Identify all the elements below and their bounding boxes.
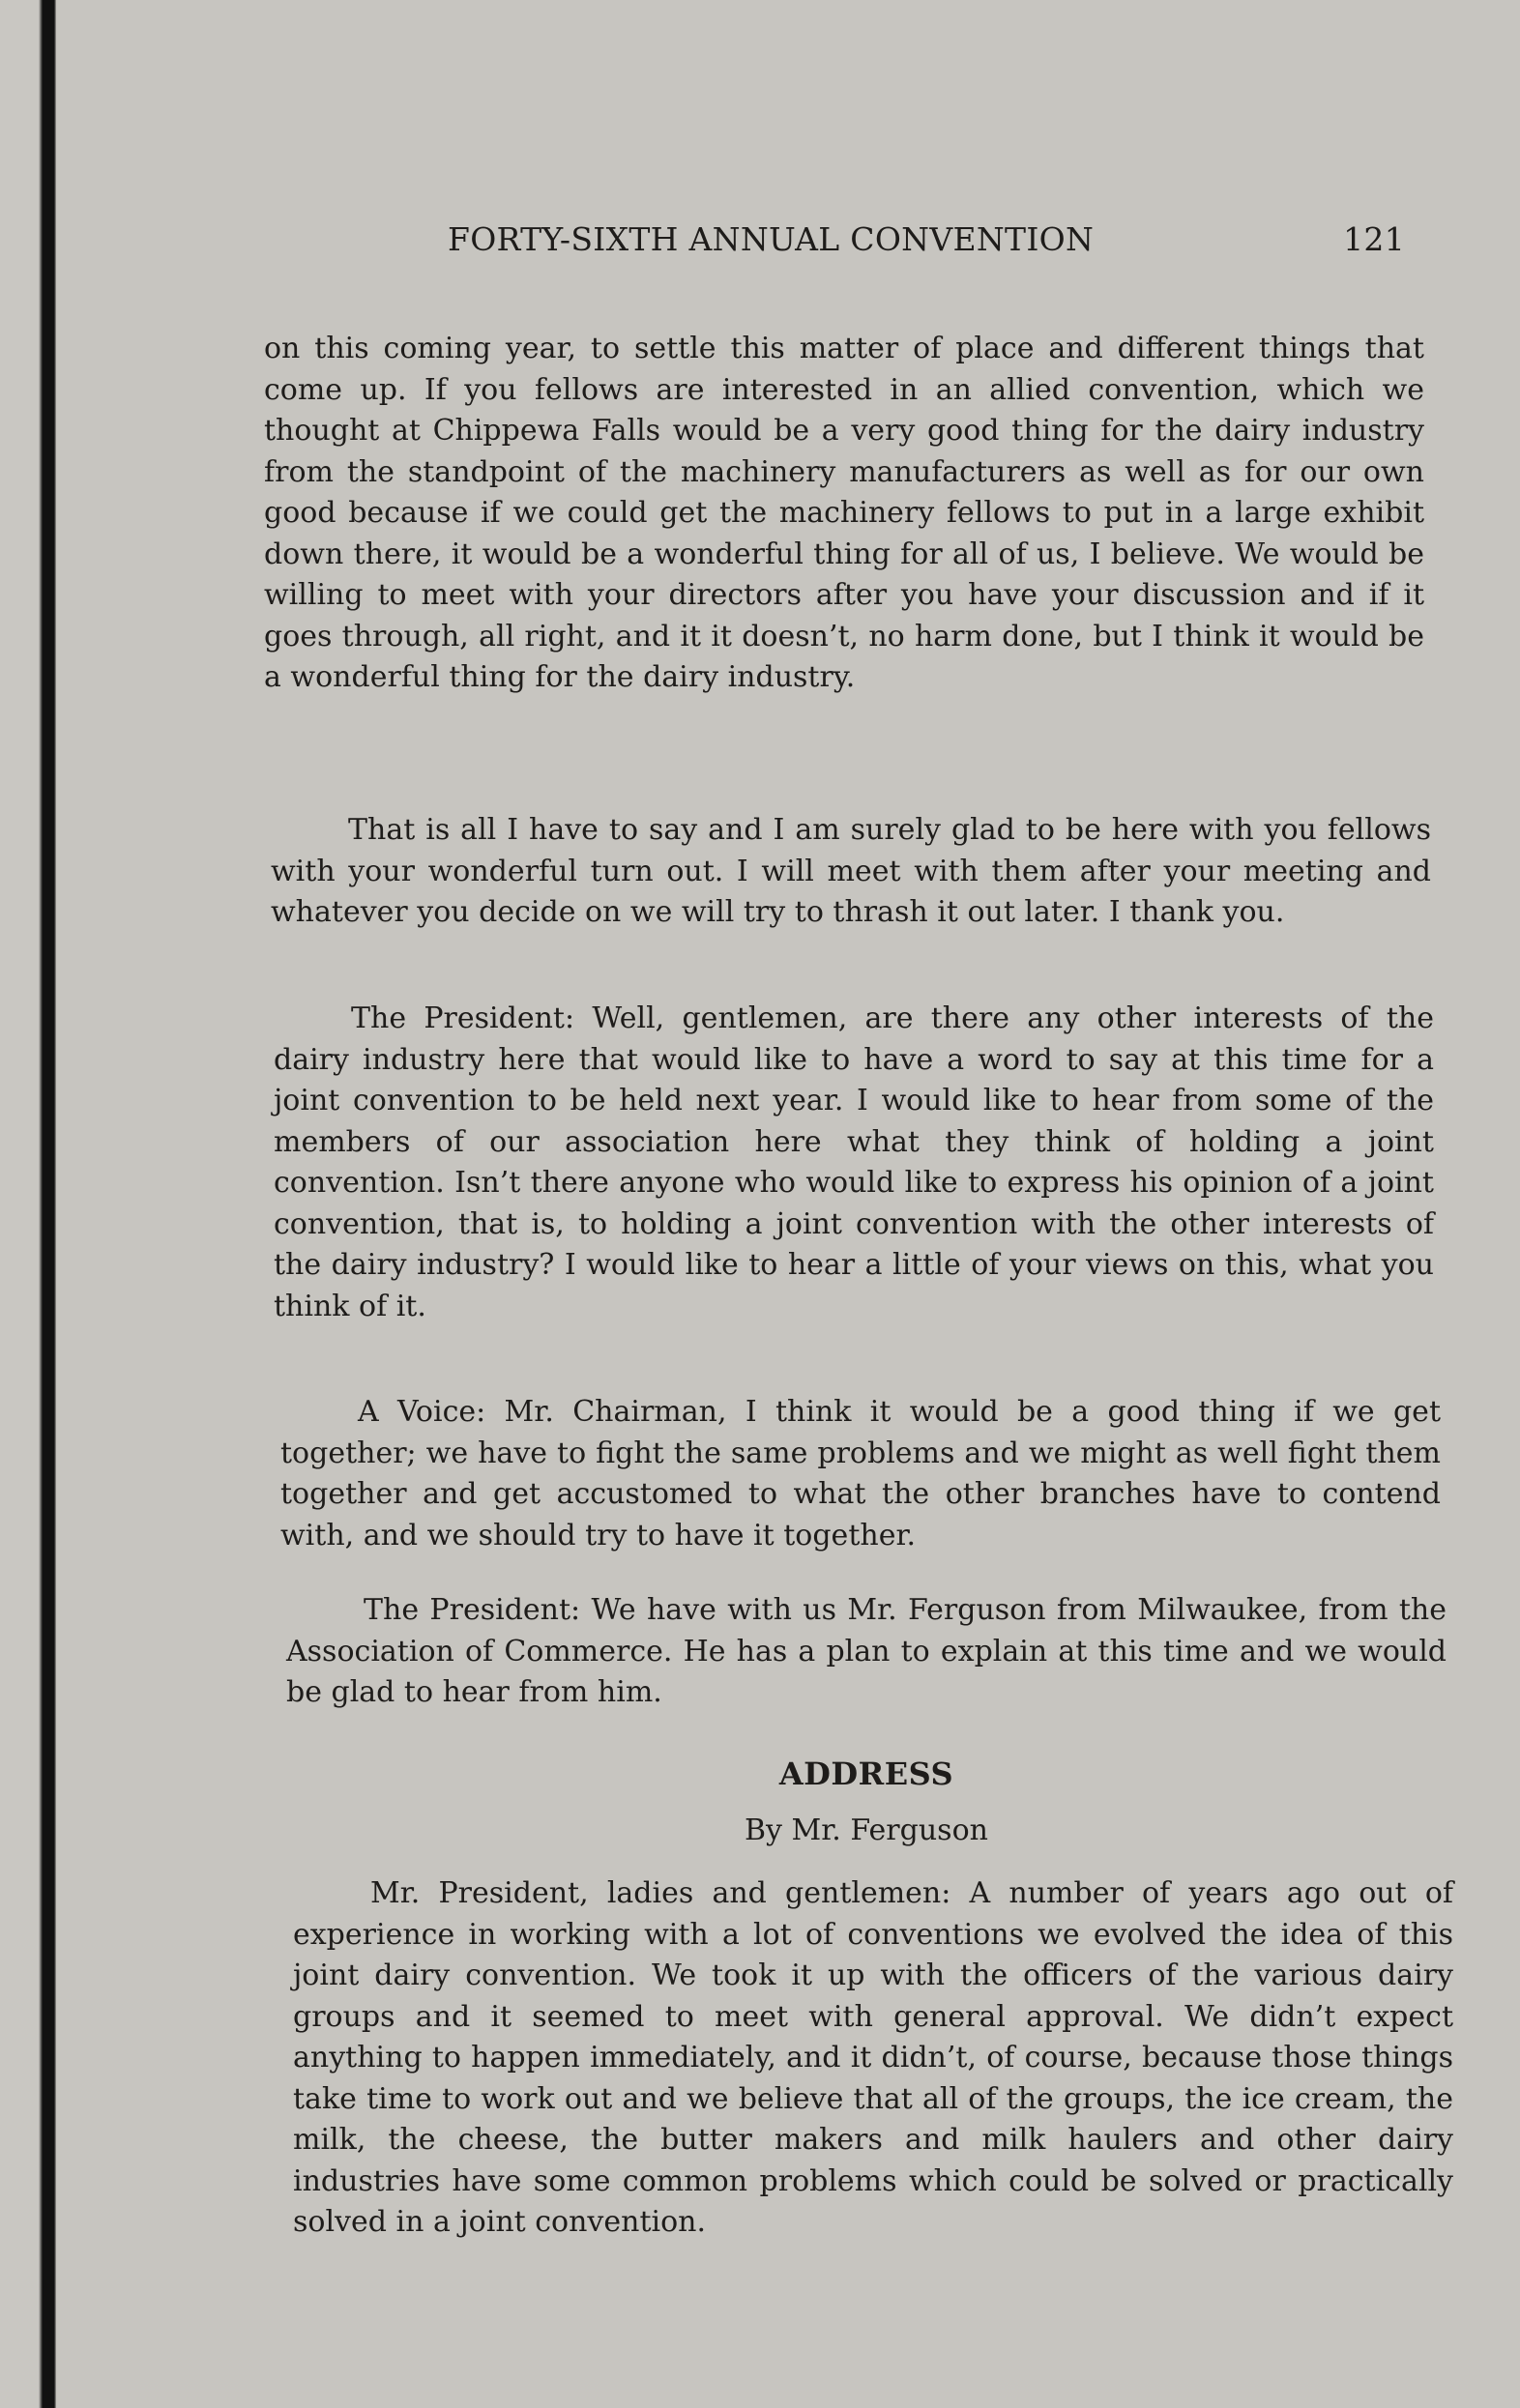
paragraph-continuation: on this coming year, to settle this matter of place and different things that come up. If you fellows are interested in an allied convention, which we thought at Chippewa Falls would be a very good thing for the dairy industry from the standpoint of the machinery manufacturers as well as for our own good because if we could get the machinery fellows to put in a large exhibit down there, it would be a wonderful thing for all of us, I believe. We would be willing to meet with your directors after you have your discussion and if it goes through, all right, and it it doesn’t, no harm done, but I think it would be a wonderful thing for the dairy industry.	[264, 332, 1424, 694]
paragraph-president-introduction: The President: We have with us Mr. Ferguson from Milwaukee, from the Association of Commerce. He has a plan to explain at this time and we would be glad to hear from him.	[286, 1593, 1447, 1709]
running-header-title: FORTY-SIXTH ANNUAL CONVENTION	[448, 220, 1095, 258]
paragraph-closing-remarks: That is all I have to say and I am surely glad to be here with you fellows with your wonderful turn out. I will meet with them after your meeting and whatever you decide on we will try to thrash it out later. I thank you.	[271, 813, 1431, 929]
section-heading: ADDRESS	[778, 1755, 954, 1792]
paragraph-president-question: The President: Well, gentlemen, are there any other interests of the dairy industry here that would like to have a word to say at this time for a joint convention to be held next year. I would like to hear from some of the members of our association here what they think of holding a joint convention. Isn’t there anyone who would like to express his opinion of a joint convention, that is, to holding a joint convention with the other interests of the dairy industry? I would like to hear a little of your views on this, what you think of it.	[274, 1001, 1434, 1323]
page-number: 121	[1343, 220, 1405, 258]
paragraph-address-body: Mr. President, ladies and gentlemen: A number of years ago out of experience in working with a lot of conventions we evolved the idea of this joint dairy convention. We took it up with the officers of the various dairy groups and it seemed to meet with general approval. We didn’t expect anything to happen immediately, and it didn’t, of course, because those things take time to work out and we believe that all of the groups, the ice cream, the milk, the cheese, the butter makers and milk haulers and other dairy industries have some common problems which could be solved or practically solved in a joint convention.	[293, 1876, 1453, 2239]
running-header	[448, 220, 1405, 267]
paragraph-voice-response: A Voice: Mr. Chairman, I think it would be a good thing if we get together; we have to fight the same problems and we might as well fight them together and get accustomed to what the other branches have to contend with, and we should try to have it together.	[280, 1395, 1441, 1552]
section-byline: By Mr. Ferguson	[745, 1813, 988, 1847]
book-spine-edge	[0, 0, 56, 2408]
book-page	[56, 0, 1520, 2408]
